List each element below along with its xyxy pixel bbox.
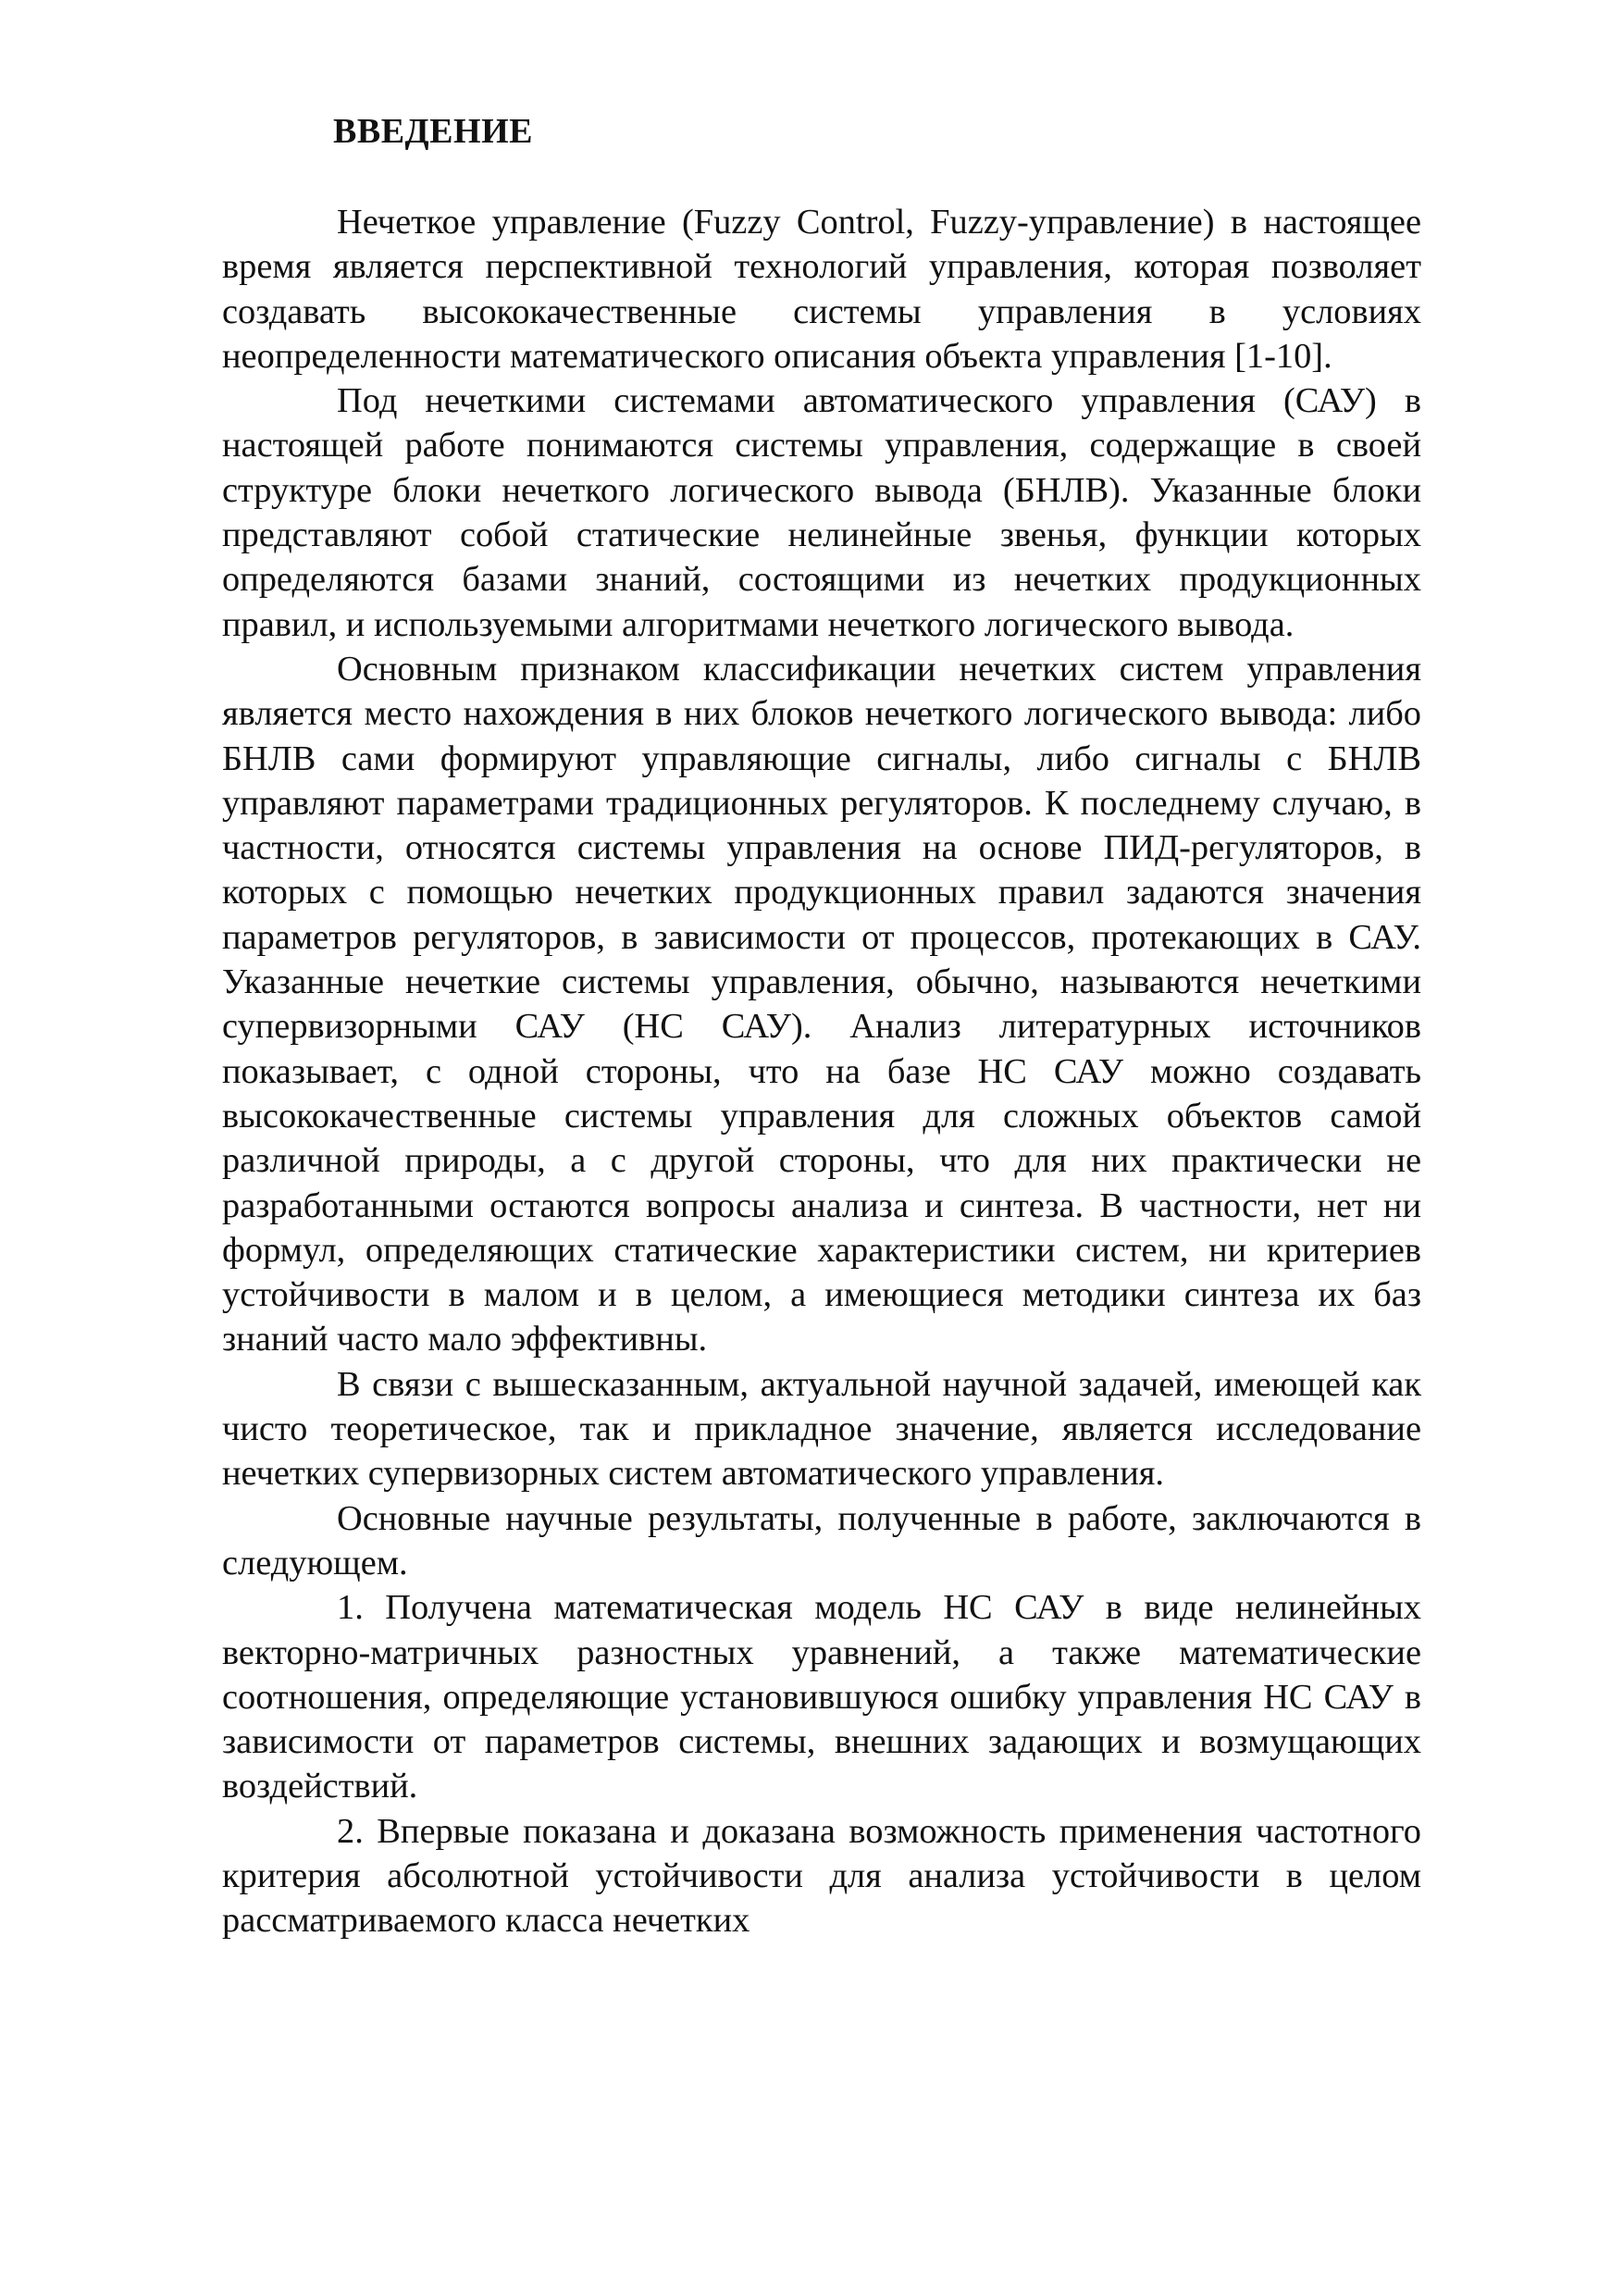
paragraph-result-1: 1. Получена математическая модель НС САУ в виде нелинейных векторно-матричных разностных уравнений, а также математические соотношения, определяющие установившуюся ошибку управления НС САУ в зависимости от параметров системы, внешних задающих и возмущающих воздействий. — [222, 1588, 1421, 1806]
paragraph-result-2: 2. Впервые показана и доказана возможность применения частотного критерия абсолютной устойчивости для анализа устойчивости в целом рассматриваемого класса нечетких — [222, 1811, 1421, 1941]
paragraph-fuzzy-sau-definition: Под нечеткими системами автоматического управления (САУ) в настоящей работе понимаются системы управления, содержащие в своей структуре блоки нечеткого логического вывода (БНЛВ). Указанные блоки представляют собой статические нелинейные звенья, функции которых определяются базами знаний, состоящими из нечетких продукционных правил, и используемыми алгоритмами нечеткого логического вывода. — [222, 381, 1421, 644]
paragraph-classification: Основным признаком классификации нечетких систем управления является место нахождения в них блоков нечеткого логического вывода: либо БНЛВ сами формируют управляющие сигналы, либо сигналы с БНЛВ управляют параметрами традиционных регуляторов. К последнему случаю, в частности, относятся системы управления на основе ПИД-регуляторов, в которых с помощью нечетких продукционных правил задаются значения параметров регуляторов, в зависимости от процессов, протекающих в САУ. Указанные нечеткие системы управления, обычно, называются нечеткими супервизорными САУ (НС САУ). Анализ литературных источников показывает, с одной стороны, что на базе НС САУ можно создавать высококачественные системы управления для сложных объектов самой различной природы, а с другой стороны, что для них практически не разработанными остаются вопросы анализа и синтеза. В частности, нет ни формул, определяющих статические характеристики систем, ни критериев устойчивости в малом и в целом, а имеющиеся методики синтеза их баз знаний часто мало эффективны. — [222, 649, 1421, 1359]
paragraph-results-intro: Основные научные результаты, полученные в работе, заключаются в следующем. — [222, 1498, 1421, 1582]
document-page — [222, 109, 1421, 1943]
paragraph-relevance: В связи с вышесказанным, актуальной научной задачей, имеющей как чисто теоретическое, так и прикладное значение, является исследование нечетких супервизорных систем автоматического управления. — [222, 1364, 1421, 1494]
page-title: ВВЕДЕНИЕ — [333, 112, 533, 151]
paragraph-fuzzy-control-intro: Нечеткое управление (Fuzzy Control, Fuzzy-управление) в настоящее время является перспективной технологий управления, которая позволяет создавать высококачественные системы управления в условиях неопределенности математического описания объекта управления [1-10]. — [222, 203, 1421, 376]
